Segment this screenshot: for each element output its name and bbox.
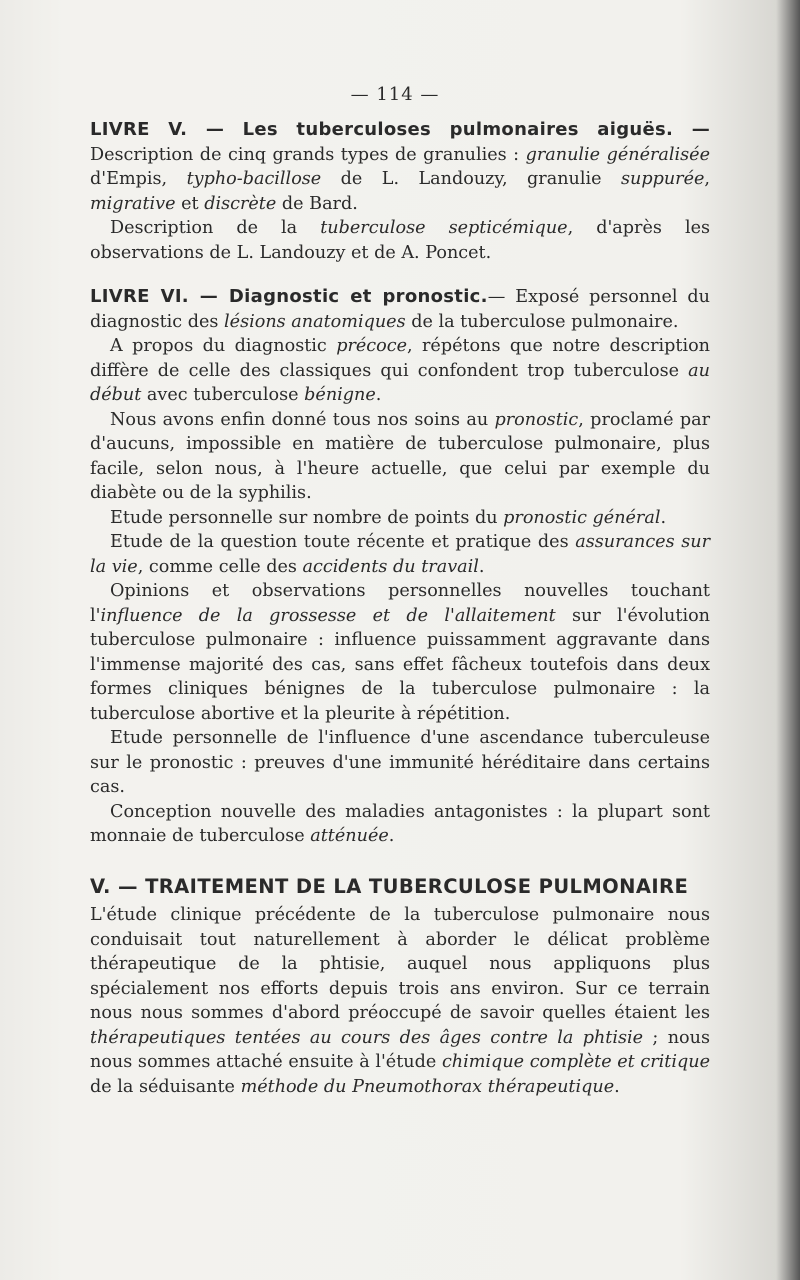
text-run: — Exposé personnel du diagnostic des bbox=[90, 287, 711, 332]
italic-run: méthode du Pneumothorax thérapeutique bbox=[240, 1076, 615, 1097]
text-run: Etude personnelle sur nombre de points du bbox=[110, 507, 504, 528]
text-run: , proclamé par d'aucuns, impossible en matière de tuberculose pulmonaire, plus facile, selon nous, à l'heure actuelle, que celui par exemple du diabète ou de la syphilis. bbox=[90, 409, 711, 503]
text-run: , répétons que notre description diffère de celle des classiques qui confondent trop tuberculose bbox=[90, 336, 711, 381]
text-run: . bbox=[614, 1076, 620, 1097]
text-run: Etude personnelle de l'influence d'une ascendance tuberculeuse sur le pronostic : preuves d'une immunité héréditaire dans certains cas. bbox=[90, 728, 710, 797]
text-run: Description de la bbox=[110, 218, 321, 238]
italic-run: chimique complète et critique bbox=[441, 1052, 710, 1072]
livre6-paragraph-7 bbox=[90, 726, 710, 800]
livre6-paragraph-5 bbox=[90, 530, 710, 579]
livre6-paragraph-6 bbox=[90, 579, 710, 726]
text-run: Etude de la question toute récente et pratique des bbox=[110, 532, 576, 552]
italic-run: accidents du travail bbox=[302, 556, 479, 577]
text-run: . bbox=[388, 826, 395, 846]
italic-run: pronostic général bbox=[503, 507, 661, 528]
text-run: Description de cinq grands types de granulies : bbox=[90, 144, 526, 165]
text-run: . bbox=[660, 507, 667, 528]
text-run: L'étude clinique précédente de la tuberculose pulmonaire nous conduisait tout naturellement à aborder le délicat problème thérapeutique de la phtisie, auquel nous appliquons plus spécialement nos efforts depuis trois ans environ. Sur ce terrain nous nous sommes d'abord préoccupé de savoir quelles étaient les bbox=[90, 905, 710, 1023]
livre6-paragraph-8 bbox=[90, 800, 710, 849]
livre5-paragraph-2 bbox=[90, 216, 710, 265]
text-run: Opinions et observations personnelles nouvelles touchant l' bbox=[90, 581, 710, 626]
text-run: d'Empis, bbox=[90, 169, 187, 189]
livre6-paragraph-1 bbox=[90, 285, 710, 334]
text-run: Nous avons enfin donné tous nos soins au bbox=[110, 409, 495, 430]
text-run: ; nous nous sommes attaché ensuite à l'étude bbox=[90, 1027, 710, 1072]
livre6-paragraph-4 bbox=[90, 506, 710, 531]
livre6-paragraph-2 bbox=[90, 334, 710, 408]
text-run: de la tuberculose pulmonaire. bbox=[405, 311, 679, 332]
text-run: , comme celle des bbox=[137, 556, 303, 577]
italic-run: migrative bbox=[90, 193, 176, 214]
italic-run: thérapeutiques tentées au cours des âges contre la phtisie bbox=[90, 1027, 644, 1048]
section5-paragraph-1 bbox=[90, 903, 710, 1099]
text-run: sur l'évolution tuberculose pulmonaire : influence puissamment aggravante dans l'immense majorité des cas, sans effet fâcheux toutefois dans deux formes cliniques bénignes de la tuberculose pulmonaire : la tuberculose abortive et la pleurite à répétition. bbox=[90, 605, 710, 724]
italic-run: précoce bbox=[336, 336, 407, 356]
text-run: de Bard. bbox=[276, 193, 358, 214]
text-run: de la séduisante bbox=[90, 1076, 241, 1097]
spacer bbox=[90, 849, 710, 875]
italic-run: typho-bacillose bbox=[186, 169, 322, 189]
italic-run: tuberculose septicémique bbox=[320, 218, 568, 238]
text-run: Conception nouvelle des maladies antagonistes : la plupart sont monnaie de tuberculose bbox=[90, 801, 710, 846]
italic-run: influence de la grossesse et de l'allaitement bbox=[100, 605, 556, 626]
italic-run: atténuée bbox=[310, 826, 389, 846]
italic-run: bénigne bbox=[304, 385, 376, 405]
text-run: avec tuberculose bbox=[141, 385, 305, 405]
italic-run: discrète bbox=[204, 193, 277, 214]
italic-run: suppurée bbox=[620, 169, 705, 189]
spacer bbox=[90, 265, 710, 285]
livre5-paragraph-1 bbox=[90, 118, 710, 216]
text-run: . bbox=[478, 556, 485, 577]
body-text bbox=[90, 118, 710, 1099]
text-run: , bbox=[704, 169, 710, 189]
italic-run: pronostic bbox=[494, 409, 579, 430]
page-number: — 114 — bbox=[350, 84, 440, 105]
text-run: . bbox=[375, 385, 382, 405]
text-run: , d'après les observations de L. Landouzy et de A. Poncet. bbox=[90, 218, 711, 263]
text-run: de L. Landouzy, granulie bbox=[321, 169, 621, 189]
text-run: A propos du diagnostic bbox=[110, 336, 337, 356]
text-run: et bbox=[175, 193, 205, 214]
livre5-heading: LIVRE V. — Les tuberculoses pulmonaires aiguës. — bbox=[90, 119, 710, 140]
livre6-heading: LIVRE VI. — Diagnostic et pronostic. bbox=[90, 286, 488, 307]
section-title: V. — TRAITEMENT DE LA TUBERCULOSE PULMONAIRE bbox=[90, 874, 689, 898]
italic-run: assurances sur la vie bbox=[90, 532, 710, 577]
italic-run: au début bbox=[90, 360, 710, 405]
livre6-paragraph-3 bbox=[90, 408, 710, 506]
italic-run: granulie généralisée bbox=[525, 144, 710, 165]
italic-run: lésions anatomiques bbox=[224, 311, 406, 332]
